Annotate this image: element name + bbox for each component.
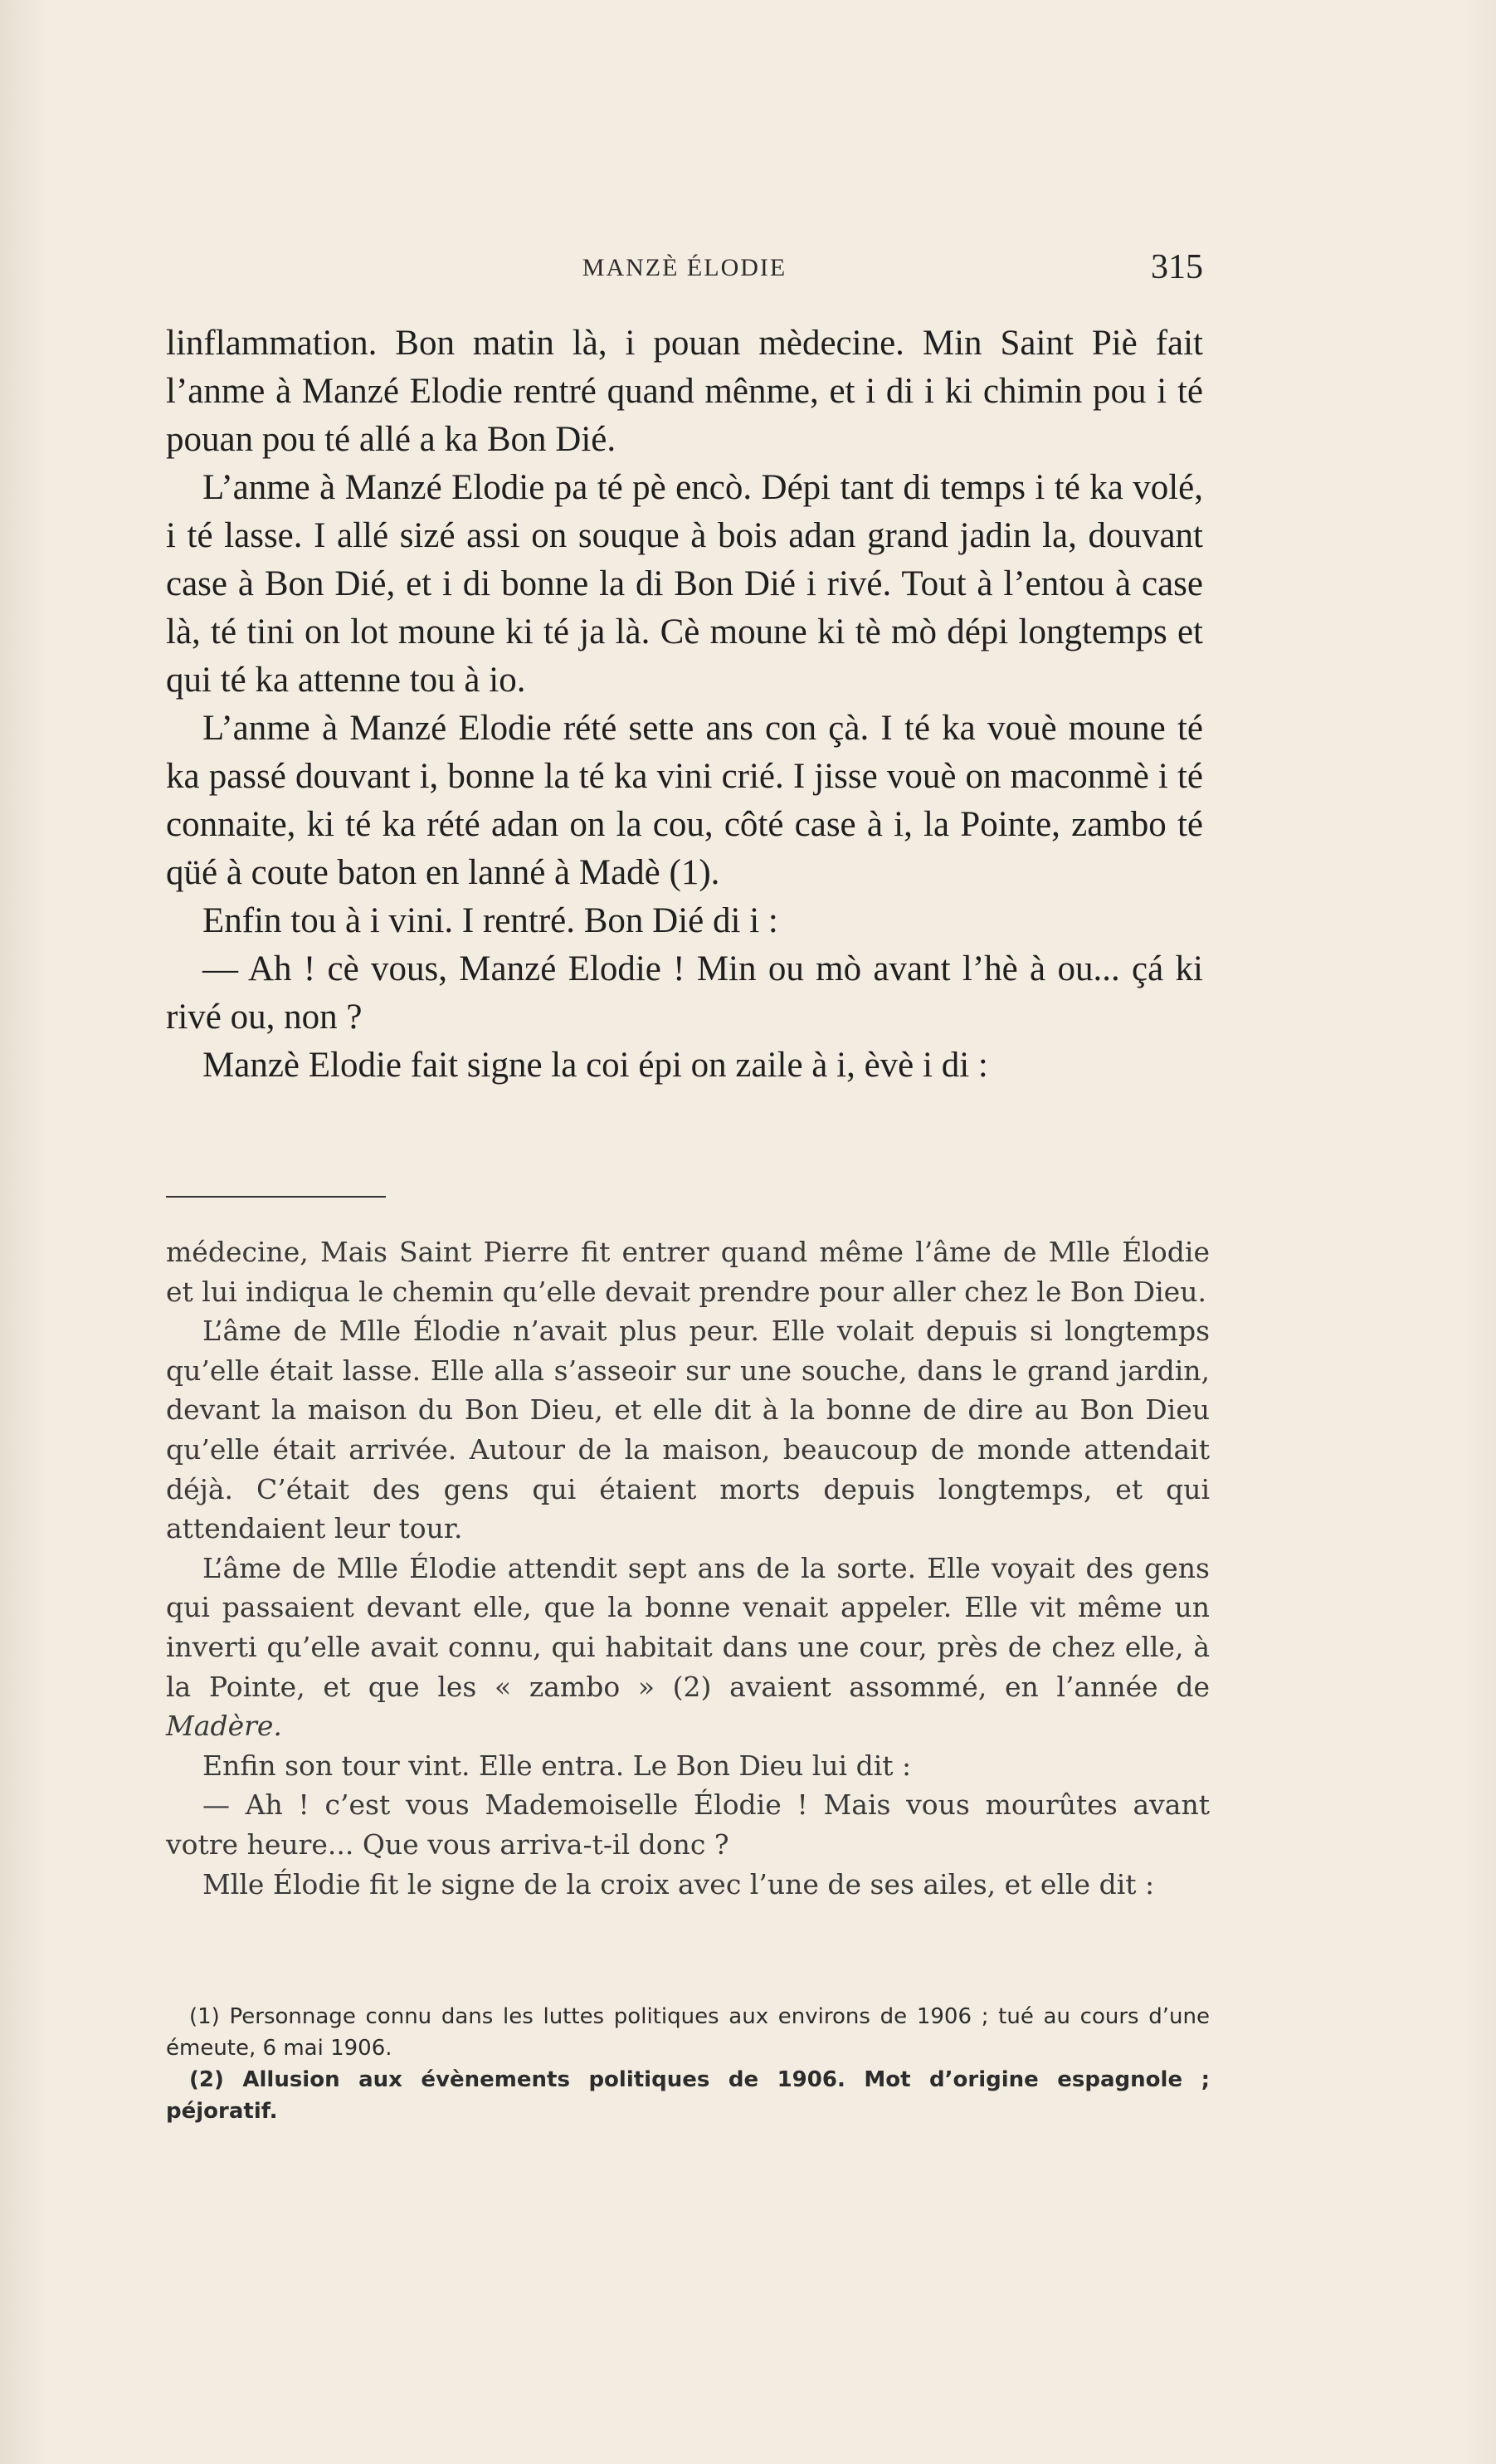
footnotes: [166, 2001, 1210, 2127]
translation-paragraph: L’âme de Mlle Élodie n’avait plus peur. Elle volait depuis si longtemps qu’elle était lasse. Elle alla s’asseoir sur une souche, dans le grand jardin, devant la maison du Bon Dieu, et elle dit à la bonne de dire au Bon Dieu qu’elle était arrivée. Autour de la maison, beaucoup de monde attendait déjà. C’était des gens qui étaient morts depuis longtemps, et qui attendaient leur tour.: [166, 1315, 1210, 1545]
footnote: (1) Personnage connu dans les luttes politiques aux environs de 1906 ; tué au cours d’une émeute, 6 mai 1906.: [166, 2004, 1210, 2061]
footnote: (2) Allusion aux évènements politiques de 1906. Mot d’origine espagnole ; péjoratif.: [166, 2067, 1210, 2124]
separator-rule: [166, 1196, 386, 1198]
running-head: [166, 247, 1203, 289]
creole-paragraph: linflammation. Bon matin là, i pouan mèdecine. Min Saint Piè fait l’anme à Manzé Elodie rentré quand mênme, et i di i ki chimin pou i té pouan pou té allé a ka Bon Dié.: [166, 324, 1203, 459]
translation-text: L’âme de Mlle Élodie attendit sept ans de la sorte. Elle voyait des gens qui passaient devant elle, que la bonne venait appeler. Elle vit même un inverti qu’elle avait connu, qui habitait dans une cour, près de chez elle, à la Pointe, et que les « zambo » (2) avaient assommé, en l’année de: [166, 1551, 1210, 1703]
creole-paragraph: Manzè Elodie fait signe la coi épi on zaile à i, èvè i di :: [202, 1046, 988, 1085]
creole-paragraph: L’anme à Manzé Elodie rété sette ans con çà. I té ka vouè moune té ka passé douvant i, bonne la té ka vini crié. I jisse vouè on maconmè i té connaite, ki té ka rété adan on la cou, côté case à i, la Pointe, zambo té qüé à coute baton en lanné à Madè (1).: [166, 709, 1203, 892]
creole-paragraph: Enfin tou à i vini. I rentré. Bon Dié di i :: [202, 901, 778, 940]
page-number: 315: [1151, 248, 1203, 286]
translation-paragraph: — Ah ! c’est vous Mademoiselle Élodie ! Mais vous mourûtes avant votre heure... Que vous arriva-t-il donc ?: [166, 1788, 1210, 1861]
translation-paragraph: médecine, Mais Saint Pierre fit entrer quand même l’âme de Mlle Élodie et lui indiqua le chemin qu’elle devait prendre pour aller chez le Bon Dieu.: [166, 1236, 1210, 1308]
creole-paragraph: L’anme à Manzé Elodie pa té pè encò. Dépi tant di temps i té ka volé, i té lasse. I allé sizé assi on souque à bois adan grand jadin la, douvant case à Bon Dié, et i di bonne la di Bon Dié i rivé. Tout à l’entou à case là, té tini on lot moune ki té ja là. Cè moune ki tè mò dépi longtemps et qui té ka attenne tou à io.: [166, 468, 1203, 700]
translation-paragraph: [166, 1549, 1210, 1746]
translation-paragraph: Enfin son tour vint. Elle entra. Le Bon Dieu lui dit :: [202, 1749, 912, 1782]
italic-place-name: Madère.: [166, 1710, 282, 1743]
creole-paragraph: — Ah ! cè vous, Manzé Elodie ! Min ou mò avant l’hè à ou... çá ki rivé ou, non ?: [166, 949, 1203, 1037]
creole-text: [166, 320, 1203, 1090]
chapter-title: MANZÈ ÉLODIE: [582, 254, 787, 281]
translation-paragraph: Mlle Élodie fit le signe de la croix avec l’une de ses ailes, et elle dit :: [202, 1867, 1155, 1900]
french-translation: [166, 1232, 1210, 1904]
